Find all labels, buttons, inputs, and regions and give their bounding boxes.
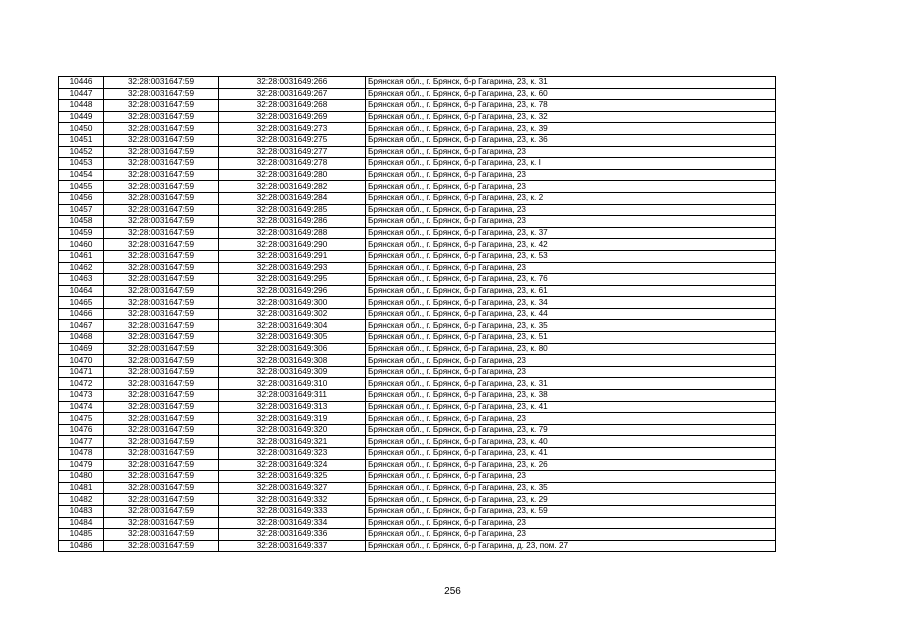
object-cadastral-number-cell: 32:28:0031649:302 — [219, 308, 366, 320]
table-row — [59, 355, 776, 367]
row-number-cell: 10470 — [59, 355, 104, 367]
object-cadastral-number-cell: 32:28:0031649:296 — [219, 285, 366, 297]
address-cell: Брянская обл., г. Брянск, б-р Гагарина, 23, к. 31 — [366, 378, 776, 390]
land-cadastral-number-cell: 32:28:0031647:59 — [104, 355, 219, 367]
address-cell: Брянская обл., г. Брянск, б-р Гагарина, 23, к. 29 — [366, 494, 776, 506]
address-cell: Брянская обл., г. Брянск, б-р Гагарина, 23 — [366, 204, 776, 216]
address-cell: Брянская обл., г. Брянск, б-р Гагарина, 23, к. 78 — [366, 100, 776, 112]
table-row — [59, 297, 776, 309]
land-cadastral-number-cell: 32:28:0031647:59 — [104, 88, 219, 100]
address-cell: Брянская обл., г. Брянск, б-р Гагарина, 23 — [366, 216, 776, 228]
address-cell: Брянская обл., г. Брянск, б-р Гагарина, 23, к. 51 — [366, 332, 776, 344]
table-row — [59, 77, 776, 89]
object-cadastral-number-cell: 32:28:0031649:275 — [219, 134, 366, 146]
row-number-cell: 10454 — [59, 169, 104, 181]
row-number-cell: 10453 — [59, 158, 104, 170]
address-cell: Брянская обл., г. Брянск, б-р Гагарина, 23, к. 26 — [366, 459, 776, 471]
table-row — [59, 529, 776, 541]
table-row — [59, 482, 776, 494]
row-number-cell: 10464 — [59, 285, 104, 297]
object-cadastral-number-cell: 32:28:0031649:311 — [219, 390, 366, 402]
table-row — [59, 274, 776, 286]
object-cadastral-number-cell: 32:28:0031649:325 — [219, 471, 366, 483]
address-cell: Брянская обл., г. Брянск, б-р Гагарина, 23, к. 36 — [366, 134, 776, 146]
table-row — [59, 88, 776, 100]
object-cadastral-number-cell: 32:28:0031649:327 — [219, 482, 366, 494]
object-cadastral-number-cell: 32:28:0031649:306 — [219, 343, 366, 355]
table-row — [59, 204, 776, 216]
object-cadastral-number-cell: 32:28:0031649:286 — [219, 216, 366, 228]
table-row — [59, 517, 776, 529]
table-row — [59, 308, 776, 320]
table-row — [59, 169, 776, 181]
land-cadastral-number-cell: 32:28:0031647:59 — [104, 529, 219, 541]
table-row — [59, 158, 776, 170]
object-cadastral-number-cell: 32:28:0031649:295 — [219, 274, 366, 286]
object-cadastral-number-cell: 32:28:0031649:313 — [219, 401, 366, 413]
row-number-cell: 10451 — [59, 134, 104, 146]
table-row — [59, 320, 776, 332]
address-cell: Брянская обл., г. Брянск, б-р Гагарина, 23, к. 2 — [366, 192, 776, 204]
table-row — [59, 413, 776, 425]
land-cadastral-number-cell: 32:28:0031647:59 — [104, 448, 219, 460]
address-cell: Брянская обл., г. Брянск, б-р Гагарина, 23 — [366, 181, 776, 193]
address-cell: Брянская обл., г. Брянск, б-р Гагарина, 23, к. 59 — [366, 505, 776, 517]
row-number-cell: 10476 — [59, 424, 104, 436]
land-cadastral-number-cell: 32:28:0031647:59 — [104, 285, 219, 297]
address-cell: Брянская обл., г. Брянск, б-р Гагарина, 23, к. 35 — [366, 482, 776, 494]
address-cell: Брянская обл., г. Брянск, б-р Гагарина, 23, к. 35 — [366, 320, 776, 332]
object-cadastral-number-cell: 32:28:0031649:278 — [219, 158, 366, 170]
land-cadastral-number-cell: 32:28:0031647:59 — [104, 540, 219, 552]
object-cadastral-number-cell: 32:28:0031649:304 — [219, 320, 366, 332]
address-cell: Брянская обл., г. Брянск, б-р Гагарина, 23 — [366, 355, 776, 367]
land-cadastral-number-cell: 32:28:0031647:59 — [104, 100, 219, 112]
address-cell: Брянская обл., г. Брянск, б-р Гагарина, 23, к. 38 — [366, 390, 776, 402]
land-cadastral-number-cell: 32:28:0031647:59 — [104, 77, 219, 89]
land-cadastral-number-cell: 32:28:0031647:59 — [104, 262, 219, 274]
object-cadastral-number-cell: 32:28:0031649:268 — [219, 100, 366, 112]
object-cadastral-number-cell: 32:28:0031649:321 — [219, 436, 366, 448]
land-cadastral-number-cell: 32:28:0031647:59 — [104, 505, 219, 517]
row-number-cell: 10469 — [59, 343, 104, 355]
land-cadastral-number-cell: 32:28:0031647:59 — [104, 390, 219, 402]
table-row — [59, 216, 776, 228]
table-row — [59, 366, 776, 378]
object-cadastral-number-cell: 32:28:0031649:332 — [219, 494, 366, 506]
table-row — [59, 540, 776, 552]
table-row — [59, 262, 776, 274]
land-cadastral-number-cell: 32:28:0031647:59 — [104, 517, 219, 529]
land-cadastral-number-cell: 32:28:0031647:59 — [104, 169, 219, 181]
land-cadastral-number-cell: 32:28:0031647:59 — [104, 158, 219, 170]
row-number-cell: 10465 — [59, 297, 104, 309]
land-cadastral-number-cell: 32:28:0031647:59 — [104, 123, 219, 135]
table-row — [59, 111, 776, 123]
table-row — [59, 390, 776, 402]
row-number-cell: 10483 — [59, 505, 104, 517]
land-cadastral-number-cell: 32:28:0031647:59 — [104, 332, 219, 344]
object-cadastral-number-cell: 32:28:0031649:333 — [219, 505, 366, 517]
land-cadastral-number-cell: 32:28:0031647:59 — [104, 366, 219, 378]
table-row — [59, 459, 776, 471]
address-cell: Брянская обл., г. Брянск, б-р Гагарина, 23 — [366, 529, 776, 541]
address-cell: Брянская обл., г. Брянск, б-р Гагарина, 23, к. 41 — [366, 448, 776, 460]
row-number-cell: 10474 — [59, 401, 104, 413]
object-cadastral-number-cell: 32:28:0031649:282 — [219, 181, 366, 193]
land-cadastral-number-cell: 32:28:0031647:59 — [104, 216, 219, 228]
address-cell: Брянская обл., г. Брянск, б-р Гагарина, 23 — [366, 517, 776, 529]
table-row — [59, 448, 776, 460]
row-number-cell: 10482 — [59, 494, 104, 506]
row-number-cell: 10468 — [59, 332, 104, 344]
object-cadastral-number-cell: 32:28:0031649:290 — [219, 239, 366, 251]
land-cadastral-number-cell: 32:28:0031647:59 — [104, 274, 219, 286]
address-cell: Брянская обл., г. Брянск, б-р Гагарина, 23, к. I — [366, 158, 776, 170]
property-table — [58, 76, 776, 552]
row-number-cell: 10449 — [59, 111, 104, 123]
land-cadastral-number-cell: 32:28:0031647:59 — [104, 413, 219, 425]
object-cadastral-number-cell: 32:28:0031649:336 — [219, 529, 366, 541]
row-number-cell: 10460 — [59, 239, 104, 251]
object-cadastral-number-cell: 32:28:0031649:291 — [219, 250, 366, 262]
row-number-cell: 10478 — [59, 448, 104, 460]
land-cadastral-number-cell: 32:28:0031647:59 — [104, 250, 219, 262]
table-row — [59, 505, 776, 517]
table-row — [59, 250, 776, 262]
object-cadastral-number-cell: 32:28:0031649:305 — [219, 332, 366, 344]
table-row — [59, 123, 776, 135]
land-cadastral-number-cell: 32:28:0031647:59 — [104, 343, 219, 355]
table-row — [59, 146, 776, 158]
land-cadastral-number-cell: 32:28:0031647:59 — [104, 424, 219, 436]
object-cadastral-number-cell: 32:28:0031649:269 — [219, 111, 366, 123]
land-cadastral-number-cell: 32:28:0031647:59 — [104, 378, 219, 390]
row-number-cell: 10450 — [59, 123, 104, 135]
table-row — [59, 134, 776, 146]
address-cell: Брянская обл., г. Брянск, б-р Гагарина, 23, к. 32 — [366, 111, 776, 123]
row-number-cell: 10461 — [59, 250, 104, 262]
address-cell: Брянская обл., г. Брянск, б-р Гагарина, 23, к. 42 — [366, 239, 776, 251]
land-cadastral-number-cell: 32:28:0031647:59 — [104, 482, 219, 494]
address-cell: Брянская обл., г. Брянск, б-р Гагарина, 23, к. 31 — [366, 77, 776, 89]
address-cell: Брянская обл., г. Брянск, б-р Гагарина, 23, к. 40 — [366, 436, 776, 448]
row-number-cell: 10484 — [59, 517, 104, 529]
address-cell: Брянская обл., г. Брянск, б-р Гагарина, 23 — [366, 413, 776, 425]
object-cadastral-number-cell: 32:28:0031649:323 — [219, 448, 366, 460]
object-cadastral-number-cell: 32:28:0031649:308 — [219, 355, 366, 367]
object-cadastral-number-cell: 32:28:0031649:337 — [219, 540, 366, 552]
row-number-cell: 10467 — [59, 320, 104, 332]
land-cadastral-number-cell: 32:28:0031647:59 — [104, 111, 219, 123]
row-number-cell: 10472 — [59, 378, 104, 390]
table-row — [59, 494, 776, 506]
address-cell: Брянская обл., г. Брянск, б-р Гагарина, 23 — [366, 169, 776, 181]
row-number-cell: 10448 — [59, 100, 104, 112]
row-number-cell: 10486 — [59, 540, 104, 552]
address-cell: Брянская обл., г. Брянск, б-р Гагарина, д. 23, пом. 27 — [366, 540, 776, 552]
row-number-cell: 10463 — [59, 274, 104, 286]
object-cadastral-number-cell: 32:28:0031649:334 — [219, 517, 366, 529]
object-cadastral-number-cell: 32:28:0031649:266 — [219, 77, 366, 89]
row-number-cell: 10485 — [59, 529, 104, 541]
row-number-cell: 10477 — [59, 436, 104, 448]
table-row — [59, 343, 776, 355]
row-number-cell: 10475 — [59, 413, 104, 425]
table-row — [59, 332, 776, 344]
object-cadastral-number-cell: 32:28:0031649:293 — [219, 262, 366, 274]
address-cell: Брянская обл., г. Брянск, б-р Гагарина, 23 — [366, 471, 776, 483]
land-cadastral-number-cell: 32:28:0031647:59 — [104, 320, 219, 332]
land-cadastral-number-cell: 32:28:0031647:59 — [104, 436, 219, 448]
land-cadastral-number-cell: 32:28:0031647:59 — [104, 401, 219, 413]
row-number-cell: 10455 — [59, 181, 104, 193]
object-cadastral-number-cell: 32:28:0031649:285 — [219, 204, 366, 216]
address-cell: Брянская обл., г. Брянск, б-р Гагарина, 23, к. 34 — [366, 297, 776, 309]
row-number-cell: 10473 — [59, 390, 104, 402]
table-row — [59, 378, 776, 390]
table-row — [59, 471, 776, 483]
table-row — [59, 192, 776, 204]
object-cadastral-number-cell: 32:28:0031649:267 — [219, 88, 366, 100]
row-number-cell: 10462 — [59, 262, 104, 274]
land-cadastral-number-cell: 32:28:0031647:59 — [104, 204, 219, 216]
object-cadastral-number-cell: 32:28:0031649:280 — [219, 169, 366, 181]
address-cell: Брянская обл., г. Брянск, б-р Гагарина, 23, к. 61 — [366, 285, 776, 297]
row-number-cell: 10471 — [59, 366, 104, 378]
object-cadastral-number-cell: 32:28:0031649:310 — [219, 378, 366, 390]
table-body — [59, 77, 776, 552]
object-cadastral-number-cell: 32:28:0031649:309 — [219, 366, 366, 378]
row-number-cell: 10457 — [59, 204, 104, 216]
row-number-cell: 10479 — [59, 459, 104, 471]
object-cadastral-number-cell: 32:28:0031649:319 — [219, 413, 366, 425]
address-cell: Брянская обл., г. Брянск, б-р Гагарина, 23, к. 44 — [366, 308, 776, 320]
object-cadastral-number-cell: 32:28:0031649:320 — [219, 424, 366, 436]
address-cell: Брянская обл., г. Брянск, б-р Гагарина, 23 — [366, 146, 776, 158]
object-cadastral-number-cell: 32:28:0031649:288 — [219, 227, 366, 239]
row-number-cell: 10459 — [59, 227, 104, 239]
land-cadastral-number-cell: 32:28:0031647:59 — [104, 494, 219, 506]
page-number: 256 — [444, 586, 461, 597]
address-cell: Брянская обл., г. Брянск, б-р Гагарина, 23, к. 76 — [366, 274, 776, 286]
land-cadastral-number-cell: 32:28:0031647:59 — [104, 239, 219, 251]
row-number-cell: 10447 — [59, 88, 104, 100]
table-row — [59, 436, 776, 448]
table-row — [59, 239, 776, 251]
object-cadastral-number-cell: 32:28:0031649:300 — [219, 297, 366, 309]
land-cadastral-number-cell: 32:28:0031647:59 — [104, 297, 219, 309]
object-cadastral-number-cell: 32:28:0031649:284 — [219, 192, 366, 204]
address-cell: Брянская обл., г. Брянск, б-р Гагарина, 23, к. 41 — [366, 401, 776, 413]
land-cadastral-number-cell: 32:28:0031647:59 — [104, 471, 219, 483]
address-cell: Брянская обл., г. Брянск, б-р Гагарина, 23, к. 37 — [366, 227, 776, 239]
table-row — [59, 424, 776, 436]
object-cadastral-number-cell: 32:28:0031649:273 — [219, 123, 366, 135]
address-cell: Брянская обл., г. Брянск, б-р Гагарина, 23, к. 80 — [366, 343, 776, 355]
address-cell: Брянская обл., г. Брянск, б-р Гагарина, 23, к. 60 — [366, 88, 776, 100]
land-cadastral-number-cell: 32:28:0031647:59 — [104, 308, 219, 320]
land-cadastral-number-cell: 32:28:0031647:59 — [104, 146, 219, 158]
row-number-cell: 10446 — [59, 77, 104, 89]
land-cadastral-number-cell: 32:28:0031647:59 — [104, 459, 219, 471]
table-row — [59, 100, 776, 112]
table-row — [59, 401, 776, 413]
row-number-cell: 10456 — [59, 192, 104, 204]
row-number-cell: 10481 — [59, 482, 104, 494]
row-number-cell: 10480 — [59, 471, 104, 483]
object-cadastral-number-cell: 32:28:0031649:324 — [219, 459, 366, 471]
object-cadastral-number-cell: 32:28:0031649:277 — [219, 146, 366, 158]
row-number-cell: 10452 — [59, 146, 104, 158]
land-cadastral-number-cell: 32:28:0031647:59 — [104, 181, 219, 193]
land-cadastral-number-cell: 32:28:0031647:59 — [104, 227, 219, 239]
land-cadastral-number-cell: 32:28:0031647:59 — [104, 134, 219, 146]
table-row — [59, 285, 776, 297]
land-cadastral-number-cell: 32:28:0031647:59 — [104, 192, 219, 204]
table-row — [59, 227, 776, 239]
address-cell: Брянская обл., г. Брянск, б-р Гагарина, 23, к. 39 — [366, 123, 776, 135]
row-number-cell: 10458 — [59, 216, 104, 228]
row-number-cell: 10466 — [59, 308, 104, 320]
table-row — [59, 181, 776, 193]
address-cell: Брянская обл., г. Брянск, б-р Гагарина, 23 — [366, 262, 776, 274]
address-cell: Брянская обл., г. Брянск, б-р Гагарина, 23, к. 79 — [366, 424, 776, 436]
address-cell: Брянская обл., г. Брянск, б-р Гагарина, 23, к. 53 — [366, 250, 776, 262]
address-cell: Брянская обл., г. Брянск, б-р Гагарина, 23 — [366, 366, 776, 378]
